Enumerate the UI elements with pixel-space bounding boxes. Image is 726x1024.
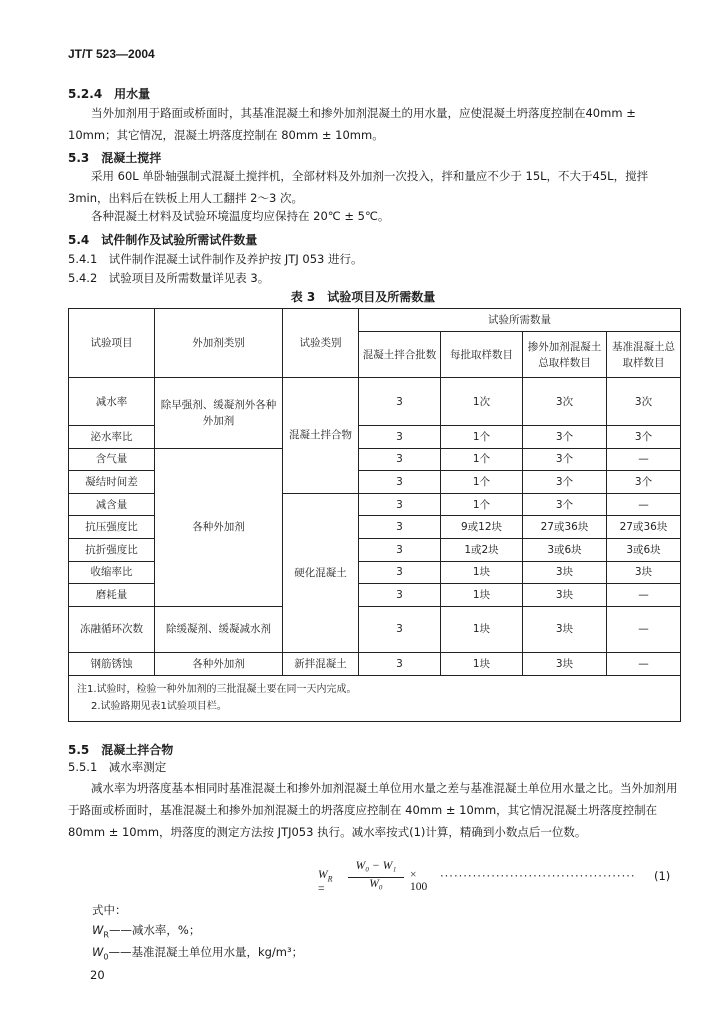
- cell-per-batch: 1个: [441, 448, 523, 471]
- cell-item: 抗压强度比: [69, 516, 155, 539]
- cell-type-mixture: 混凝土拌合物: [283, 378, 359, 494]
- cell-batches: 3: [359, 584, 441, 607]
- cell-admixed: 3个: [523, 471, 607, 494]
- page-number: 20: [90, 968, 105, 982]
- cell-batches: 3: [359, 378, 441, 426]
- cell-item: 冻融循环次数: [69, 606, 155, 652]
- cell-item: 收缩率比: [69, 561, 155, 584]
- cell-reference: 3个: [607, 426, 681, 449]
- cell-batches: 3: [359, 448, 441, 471]
- cell-reference: —: [607, 652, 681, 675]
- cell-admixture-group-1: 除早强剂、缓凝剂外各种外加剂: [155, 378, 283, 449]
- cell-item: 钢筋锈蚀: [69, 652, 155, 675]
- formula-leader-dots: ··········································: [440, 869, 636, 883]
- cell-reference: 27或36块: [607, 516, 681, 539]
- cell-per-batch: 1块: [441, 561, 523, 584]
- cell-per-batch: 1个: [441, 426, 523, 449]
- where-label: 式中：: [92, 903, 127, 917]
- section-5-5-1-paragraph: 减水率为坍落度基本相同时基准混凝土和掺外加剂混凝土单位用水量之差与基准混凝土单位用水量之比。当外加剂用于路面或桥面时，基准混凝土和掺外加剂混凝土的坍落度应控制在 40mm ± 10mm，其它情况混凝土坍落度控制在 80mm ± 10mm，坍落度的测定方法按 JTJ053 执行。减水率按式(1)计算，精确到小数点后一位数。: [68, 781, 678, 839]
- header-admixed-total: 掺外加剂混凝土总取样数目: [523, 332, 607, 378]
- cell-type-fresh: 新拌混凝土: [283, 652, 359, 675]
- formula-denominator: W₀: [369, 878, 383, 890]
- cell-per-batch: 1个: [441, 471, 523, 494]
- cell-reference: 3次: [607, 378, 681, 426]
- cell-per-batch: 1块: [441, 584, 523, 607]
- cell-admixture-group-2: 各种外加剂: [155, 448, 283, 606]
- section-5-4-heading: 5.4 试件制作及试验所需试件数量: [68, 233, 258, 247]
- section-5-2-4-paragraph: 当外加剂用于路面或桥面时，其基准混凝土和掺外加剂混凝土的用水量，应使混凝土坍落度控制在40mm ± 10mm；其它情况，混凝土坍落度控制在 80mm ± 10mm。: [68, 106, 636, 142]
- cell-admixed: 3块: [523, 584, 607, 607]
- formula-numerator: W₀ − W₁: [355, 860, 397, 872]
- cell-per-batch: 1块: [441, 606, 523, 652]
- cell-batches: 3: [359, 516, 441, 539]
- table-note-2: 2.试验路期见表1试验项目栏。: [91, 701, 227, 713]
- document-code: JT/T 523—2004: [68, 47, 155, 61]
- cell-admixed: 3块: [523, 652, 607, 675]
- cell-item: 减水率: [69, 378, 155, 426]
- section-5-2-4-heading: 5.2.4 用水量: [68, 87, 151, 101]
- formula-rhs: × 100: [410, 869, 428, 893]
- header-test-type: 试验类别: [283, 309, 359, 378]
- cell-reference: —: [607, 448, 681, 471]
- cell-reference: —: [607, 584, 681, 607]
- cell-reference: —: [607, 493, 681, 516]
- table-note-1: 注1.试验时，检验一种外加剂的三批混凝土要在同一天内完成。: [77, 684, 357, 696]
- cell-item: 减含量: [69, 493, 155, 516]
- test-items-table: [68, 308, 681, 722]
- cell-item: 泌水率比: [69, 426, 155, 449]
- cell-batches: 3: [359, 471, 441, 494]
- table-notes: [69, 675, 681, 721]
- section-5-3-paragraph-2: 各种混凝土材料及试验环境温度均应保持在 20℃ ± 5℃。: [91, 209, 390, 223]
- cell-admixed: 3个: [523, 493, 607, 516]
- variable-wr: $W_R——$减水率，%；: [92, 923, 201, 940]
- header-test-item: 试验项目: [69, 309, 155, 378]
- cell-batches: 3: [359, 538, 441, 561]
- cell-item: 凝结时间差: [69, 471, 155, 494]
- cell-item: 含气量: [69, 448, 155, 471]
- table-row: [69, 606, 681, 652]
- cell-type-hardened: 硬化混凝土: [283, 493, 359, 652]
- cell-admixed: 27或36块: [523, 516, 607, 539]
- cell-reference: 3个: [607, 471, 681, 494]
- cell-admixed: 3个: [523, 448, 607, 471]
- cell-admixed: 3或6块: [523, 538, 607, 561]
- section-5-5-heading: 5.5 混凝土拌合物: [68, 743, 174, 757]
- cell-admixture-group-4: 各种外加剂: [155, 652, 283, 675]
- table-row: [69, 652, 681, 675]
- formula-lhs: $W_R$ =: [318, 869, 333, 896]
- cell-batches: 3: [359, 606, 441, 652]
- section-5-3-heading: 5.3 混凝土搅拌: [68, 151, 162, 165]
- table-row: [69, 378, 681, 426]
- variable-w0: $W_0——$基准混凝土单位用水量，kg/m³；: [92, 945, 304, 962]
- section-5-4-1-text: 5.4.1 试件制作混凝土试件制作及养护按 JTJ 053 进行。: [68, 252, 363, 266]
- cell-batches: 3: [359, 652, 441, 675]
- cell-admixed: 3次: [523, 378, 607, 426]
- header-per-batch: 每批取样数目: [441, 332, 523, 378]
- section-5-4-2-text: 5.4.2 试验项目及所需数量详见表 3。: [68, 271, 270, 285]
- cell-reference: 3或6块: [607, 538, 681, 561]
- table-caption: 表 3 试验项目及所需数量: [290, 290, 436, 304]
- cell-reference: 3块: [607, 561, 681, 584]
- section-5-5-1-heading: 5.5.1 减水率测定: [68, 760, 167, 774]
- cell-reference: —: [607, 606, 681, 652]
- section-5-3-paragraph-1: 采用 60L 单卧轴强制式混凝土搅拌机，全部材料及外加剂一次投入，拌和量应不少于 15L，不大于45L，搅拌 3min，出料后在铁板上用人工翻拌 2～3 次。: [68, 169, 649, 205]
- header-reference-total: 基准混凝土总取样数目: [607, 332, 681, 378]
- table-row: [69, 448, 681, 471]
- cell-admixed: 3块: [523, 606, 607, 652]
- cell-per-batch: 1或2块: [441, 538, 523, 561]
- formula-number: (1): [654, 869, 671, 883]
- cell-per-batch: 1块: [441, 652, 523, 675]
- cell-batches: 3: [359, 561, 441, 584]
- cell-per-batch: 1个: [441, 493, 523, 516]
- header-required-quantity: 试验所需数量: [359, 309, 681, 332]
- header-batches: 混凝土拌合批数: [359, 332, 441, 378]
- cell-batches: 3: [359, 426, 441, 449]
- cell-per-batch: 1次: [441, 378, 523, 426]
- cell-per-batch: 9或12块: [441, 516, 523, 539]
- cell-admixture-group-3: 除缓凝剂、缓凝减水剂: [155, 606, 283, 652]
- cell-batches: 3: [359, 493, 441, 516]
- cell-item: 磨耗量: [69, 584, 155, 607]
- cell-item: 抗折强度比: [69, 538, 155, 561]
- cell-admixed: 3块: [523, 561, 607, 584]
- cell-admixed: 3个: [523, 426, 607, 449]
- header-admixture-type: 外加剂类别: [155, 309, 283, 378]
